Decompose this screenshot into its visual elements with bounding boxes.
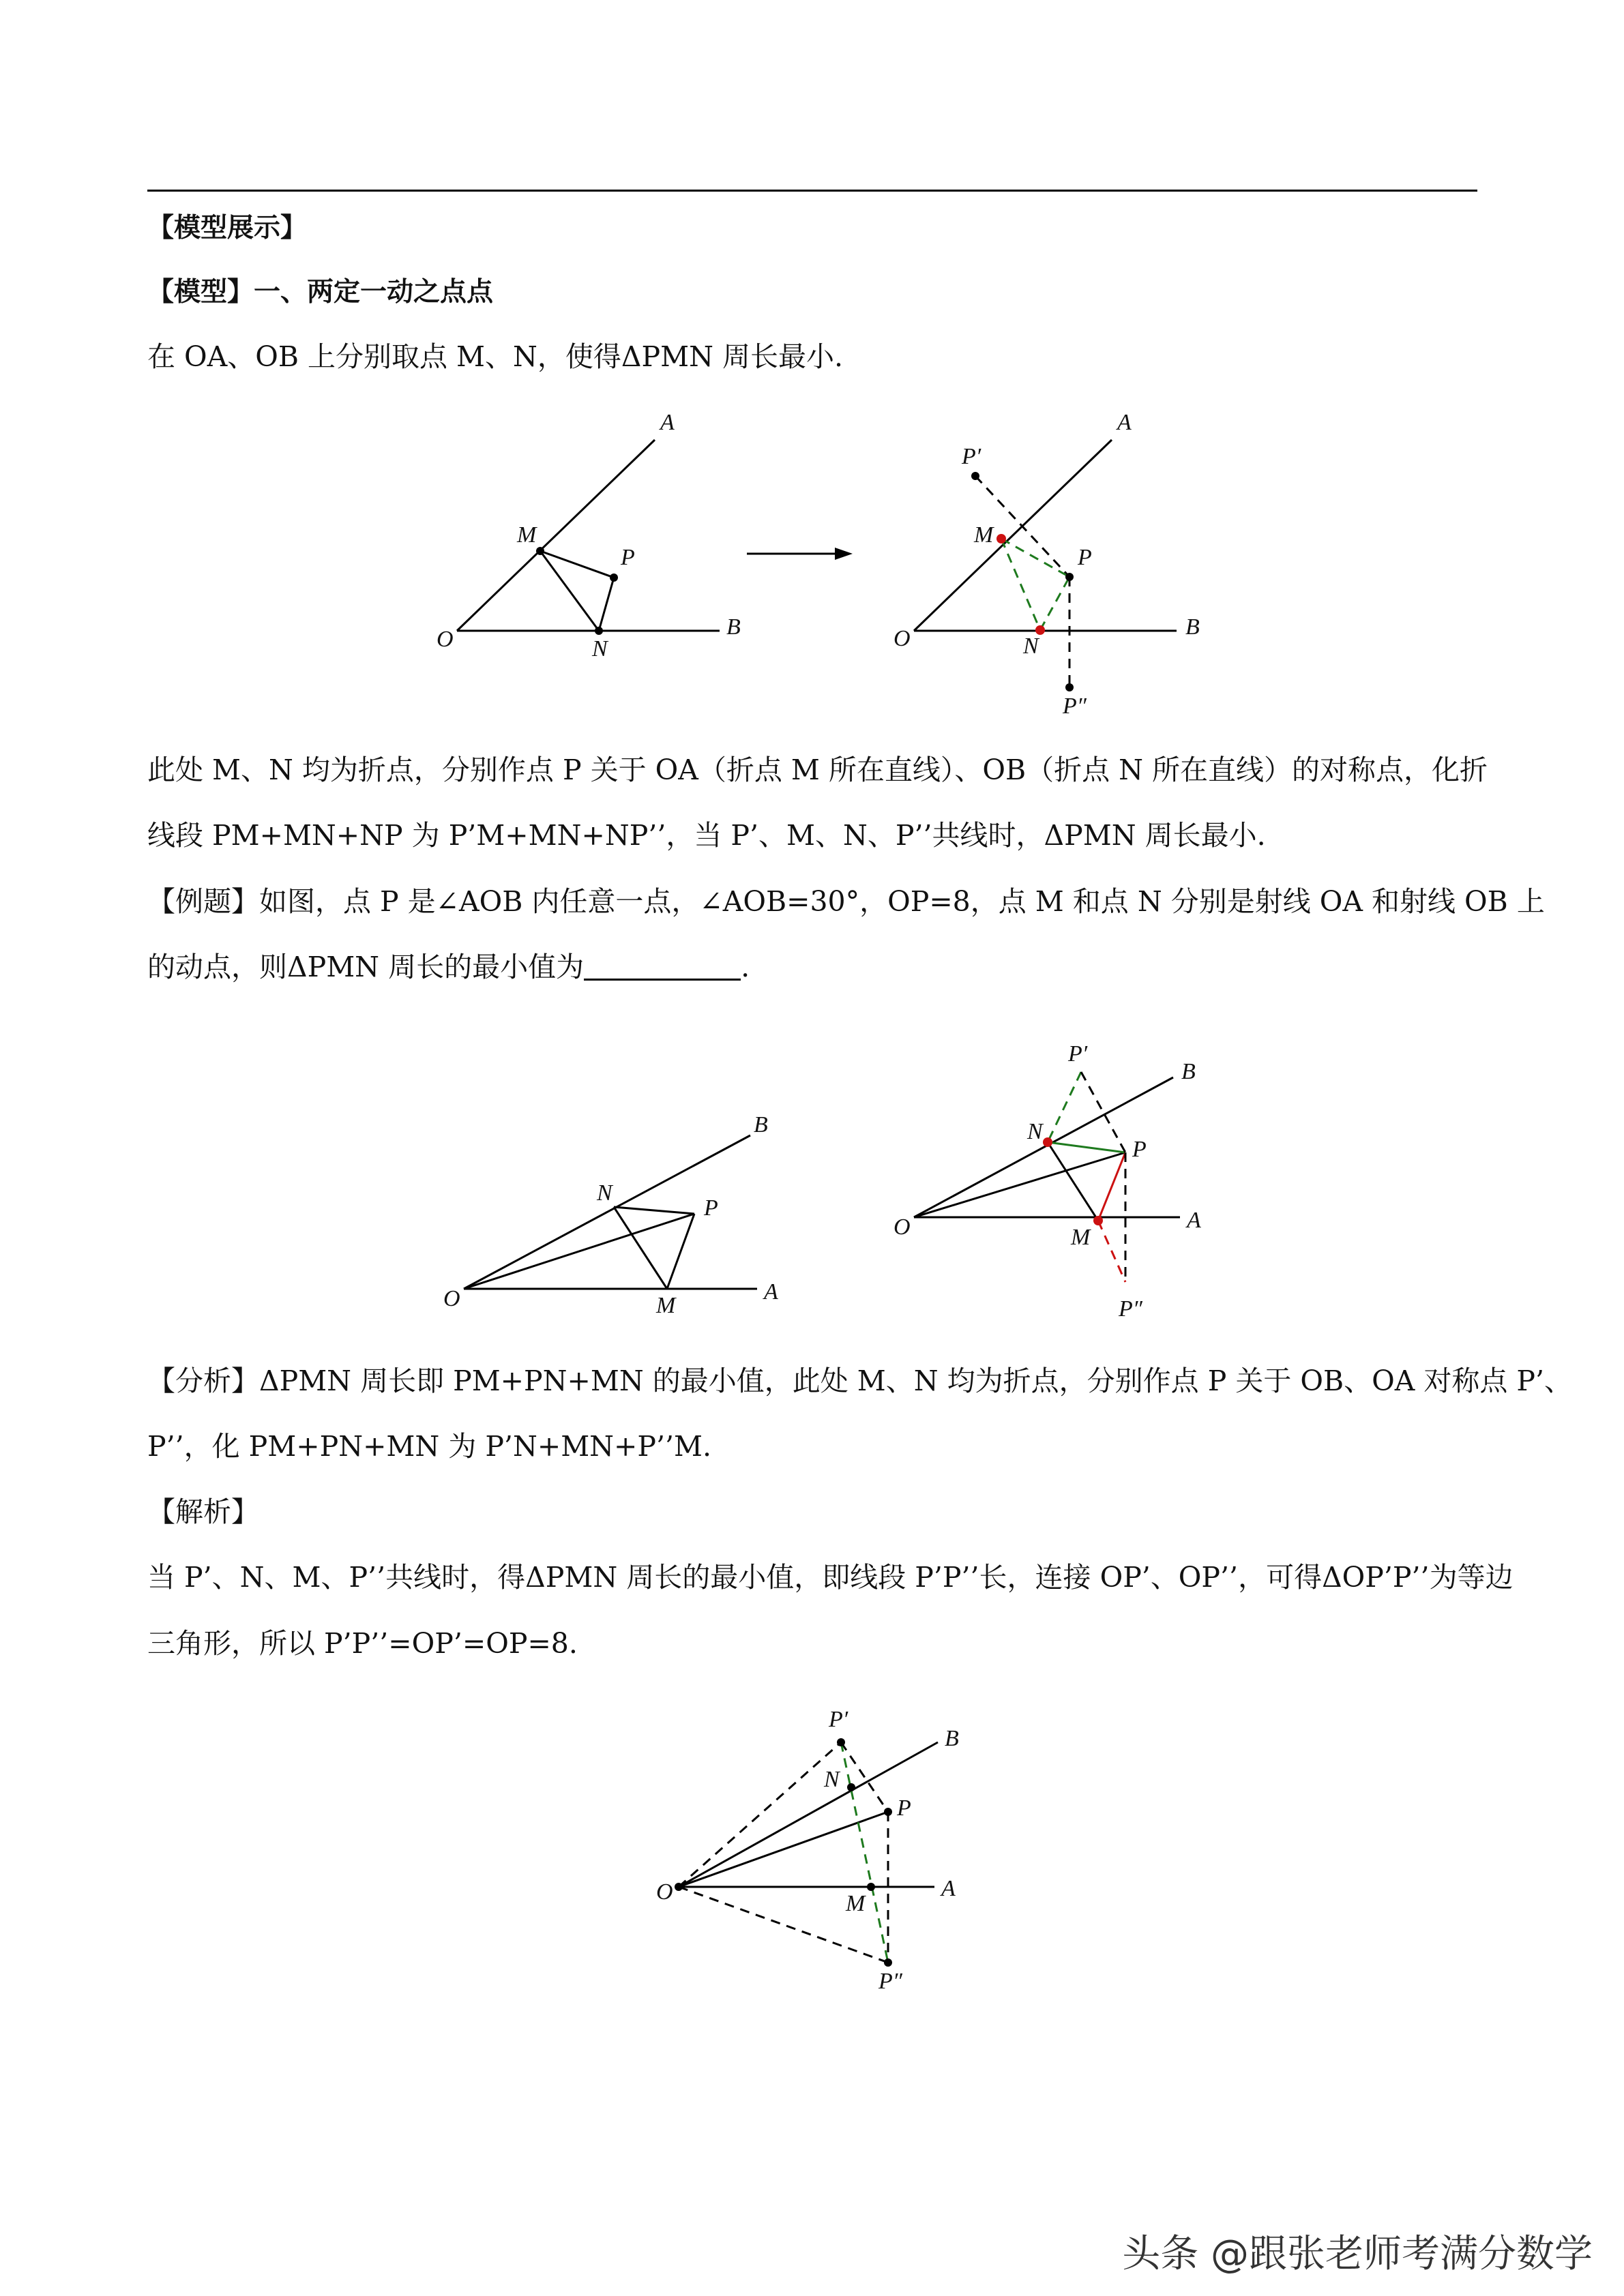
label-P-prime: P′ <box>962 444 981 469</box>
figure-2-right <box>894 1041 1201 1322</box>
figure-1 <box>409 402 1228 719</box>
label-M: M <box>846 1891 866 1916</box>
label-M: M <box>974 522 994 548</box>
label-A: A <box>1187 1208 1201 1233</box>
explanation-line-1: 此处 M、N 均为折点，分别作点 P 关于 OA（折点 M 所在直线）、OB（折点 N 所在直线）的对称点，化折 <box>147 754 1488 786</box>
label-P-double-prime: P″ <box>879 1969 902 1994</box>
label-B: B <box>1185 614 1200 640</box>
label-P: P <box>1132 1137 1147 1162</box>
figure-2 <box>409 1037 1228 1332</box>
example-line-2-text: 的动点，则ΔPMN 周长的最小值为 <box>147 951 585 983</box>
section-title: 【模型展示】 <box>147 213 308 243</box>
label-A: A <box>941 1876 956 1901</box>
model-title: 【模型】一、两定一动之点点 <box>147 277 494 308</box>
solution-line-1: 当 P’、N、M、P’’共线时，得ΔPMN 周长的最小值，即线段 P’P’’长，连接 OP’、OP’’，可得ΔOP’P’’为等边 <box>147 1561 1514 1594</box>
figure-1-left <box>437 410 741 661</box>
example-line-2 <box>147 947 1477 987</box>
label-N: N <box>824 1767 840 1792</box>
label-M: M <box>656 1293 676 1318</box>
label-O: O <box>656 1879 673 1905</box>
label-B: B <box>1181 1059 1196 1084</box>
label-N: N <box>1027 1119 1043 1144</box>
label-A: A <box>764 1279 778 1304</box>
label-P-prime: P′ <box>1068 1041 1088 1067</box>
label-A: A <box>660 410 675 435</box>
label-P: P <box>704 1195 718 1221</box>
figure-1-right <box>894 410 1200 719</box>
watermark: 头条 @跟张老师考满分数学 <box>1122 2232 1593 2276</box>
label-P-prime: P′ <box>829 1707 848 1732</box>
label-B: B <box>754 1112 768 1137</box>
solution-heading: 【解析】 <box>147 1495 259 1528</box>
figure-2-left <box>443 1112 778 1318</box>
analysis-line-1: 【分析】ΔPMN 周长即 PM+PN+MN 的最小值，此处 M、N 均为折点，分别作点 P 关于 OB、OA 对称点 P’、 <box>147 1365 1572 1397</box>
label-O: O <box>894 1214 911 1240</box>
label-M: M <box>517 522 537 548</box>
analysis-line-2: P’’，化 PM+PN+MN 为 P’N+MN+P’’M. <box>147 1430 712 1463</box>
label-P: P <box>1078 545 1092 570</box>
label-P: P <box>621 545 635 570</box>
solution-line-2: 三角形，所以 P’P’’=OP’=OP=8. <box>147 1627 578 1660</box>
label-O: O <box>443 1286 460 1311</box>
label-O: O <box>894 626 911 651</box>
arrow-icon <box>747 548 853 560</box>
label-N: N <box>592 636 608 661</box>
label-P-double-prime: P″ <box>1119 1296 1142 1322</box>
label-P: P <box>897 1795 911 1821</box>
explanation-line-2: 线段 PM+MN+NP 为 P’M+MN+NP’’，当 P’、M、N、P’’共线时，ΔPMN 周长最小. <box>147 819 1266 852</box>
label-N: N <box>1023 633 1039 659</box>
label-N: N <box>597 1180 612 1206</box>
label-B: B <box>945 1726 959 1751</box>
label-P-double-prime: P″ <box>1063 694 1087 719</box>
label-M: M <box>1071 1225 1091 1250</box>
example-line-1: 【例题】如图，点 P 是∠AOB 内任意一点，∠AOB=30°，OP=8，点 M 和点 N 分别是射线 OA 和射线 OB 上 <box>147 885 1545 918</box>
answer-blank[interactable] <box>584 951 741 981</box>
figure-3 <box>634 1691 1009 1994</box>
label-A: A <box>1117 410 1132 435</box>
model-statement: 在 OA、OB 上分别取点 M、N，使得ΔPMN 周长最小. <box>147 340 844 373</box>
label-O: O <box>437 627 454 652</box>
top-rule <box>147 190 1477 192</box>
example-line-2-end: . <box>741 951 750 983</box>
label-B: B <box>726 614 741 640</box>
